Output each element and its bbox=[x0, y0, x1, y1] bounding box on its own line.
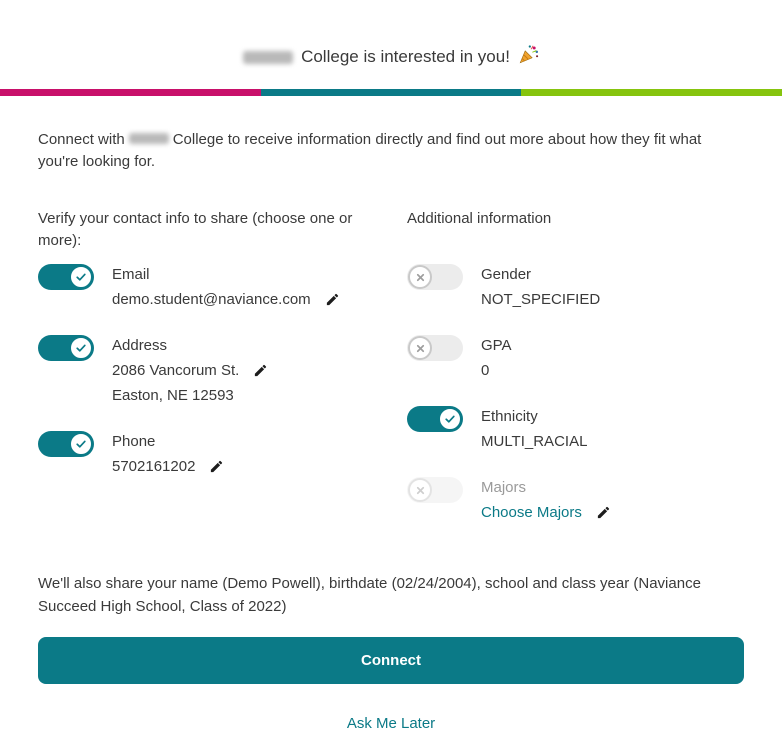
ethnicity-toggle[interactable] bbox=[407, 406, 463, 432]
phone-label: Phone bbox=[112, 433, 156, 450]
check-icon bbox=[69, 265, 93, 289]
intro-before: Connect with bbox=[38, 131, 125, 148]
contact-info-column bbox=[38, 208, 407, 546]
check-icon bbox=[438, 407, 462, 431]
email-value: demo.student@naviance.com bbox=[112, 291, 311, 308]
ethnicity-value: MULTI_RACIAL bbox=[481, 433, 588, 450]
address-row bbox=[38, 333, 407, 408]
college-interest-dialog bbox=[0, 44, 782, 732]
dialog-title-text: College is interested in you! bbox=[301, 47, 510, 66]
share-disclaimer: We'll also share your name (Demo Powell), birthdate (02/24/2004), school and class year (Naviance Succeed High School, Class of 2022) bbox=[38, 575, 701, 615]
phone-value: 5702161202 bbox=[112, 458, 196, 475]
redacted-college-name-inline bbox=[129, 133, 169, 144]
majors-toggle[interactable] bbox=[407, 477, 463, 503]
ask-me-later-link[interactable]: Ask Me Later bbox=[346, 715, 436, 732]
check-icon bbox=[69, 336, 93, 360]
connect-button[interactable]: Connect bbox=[38, 637, 744, 684]
phone-row bbox=[38, 429, 407, 479]
x-icon bbox=[408, 478, 432, 502]
redacted-college-name bbox=[243, 51, 293, 64]
gpa-value: 0 bbox=[481, 362, 490, 379]
additional-heading: Additional information bbox=[407, 210, 552, 227]
brand-stripe bbox=[0, 89, 782, 96]
stripe-pink-segment bbox=[0, 89, 261, 96]
email-row bbox=[38, 262, 407, 312]
gpa-row bbox=[407, 333, 744, 383]
x-icon bbox=[408, 336, 432, 360]
address-line2: Easton, NE 12593 bbox=[112, 387, 234, 404]
gender-value: NOT_SPECIFIED bbox=[481, 291, 601, 308]
phone-toggle[interactable] bbox=[38, 431, 94, 457]
email-label: Email bbox=[112, 266, 150, 283]
edit-address-pencil-icon[interactable] bbox=[253, 363, 268, 378]
ethnicity-row bbox=[407, 404, 744, 454]
edit-majors-pencil-icon[interactable] bbox=[596, 505, 611, 520]
stripe-green-segment bbox=[521, 89, 782, 96]
email-toggle[interactable] bbox=[38, 264, 94, 290]
gender-label: Gender bbox=[481, 266, 532, 283]
ethnicity-label: Ethnicity bbox=[481, 408, 538, 425]
intro-after: College to receive information directly and find out more about how they fit what you're looking for. bbox=[38, 131, 702, 170]
gender-row bbox=[407, 262, 744, 312]
address-line1: 2086 Vancorum St. bbox=[112, 362, 240, 379]
majors-label: Majors bbox=[481, 479, 527, 496]
intro-paragraph bbox=[38, 129, 744, 173]
gpa-label: GPA bbox=[481, 337, 512, 354]
stripe-teal-segment bbox=[261, 89, 522, 96]
address-toggle[interactable] bbox=[38, 335, 94, 361]
edit-email-pencil-icon[interactable] bbox=[325, 292, 340, 307]
check-icon bbox=[69, 432, 93, 456]
party-popper-icon bbox=[518, 44, 539, 70]
gender-toggle[interactable] bbox=[407, 264, 463, 290]
choose-majors-link[interactable]: Choose Majors bbox=[481, 504, 582, 521]
edit-phone-pencil-icon[interactable] bbox=[209, 459, 224, 474]
gpa-toggle[interactable] bbox=[407, 335, 463, 361]
majors-row bbox=[407, 475, 744, 525]
x-icon bbox=[408, 265, 432, 289]
additional-info-column bbox=[407, 208, 744, 546]
address-label: Address bbox=[112, 337, 168, 354]
dialog-title bbox=[0, 44, 782, 70]
contact-heading: Verify your contact info to share (choose one or more): bbox=[38, 210, 353, 249]
